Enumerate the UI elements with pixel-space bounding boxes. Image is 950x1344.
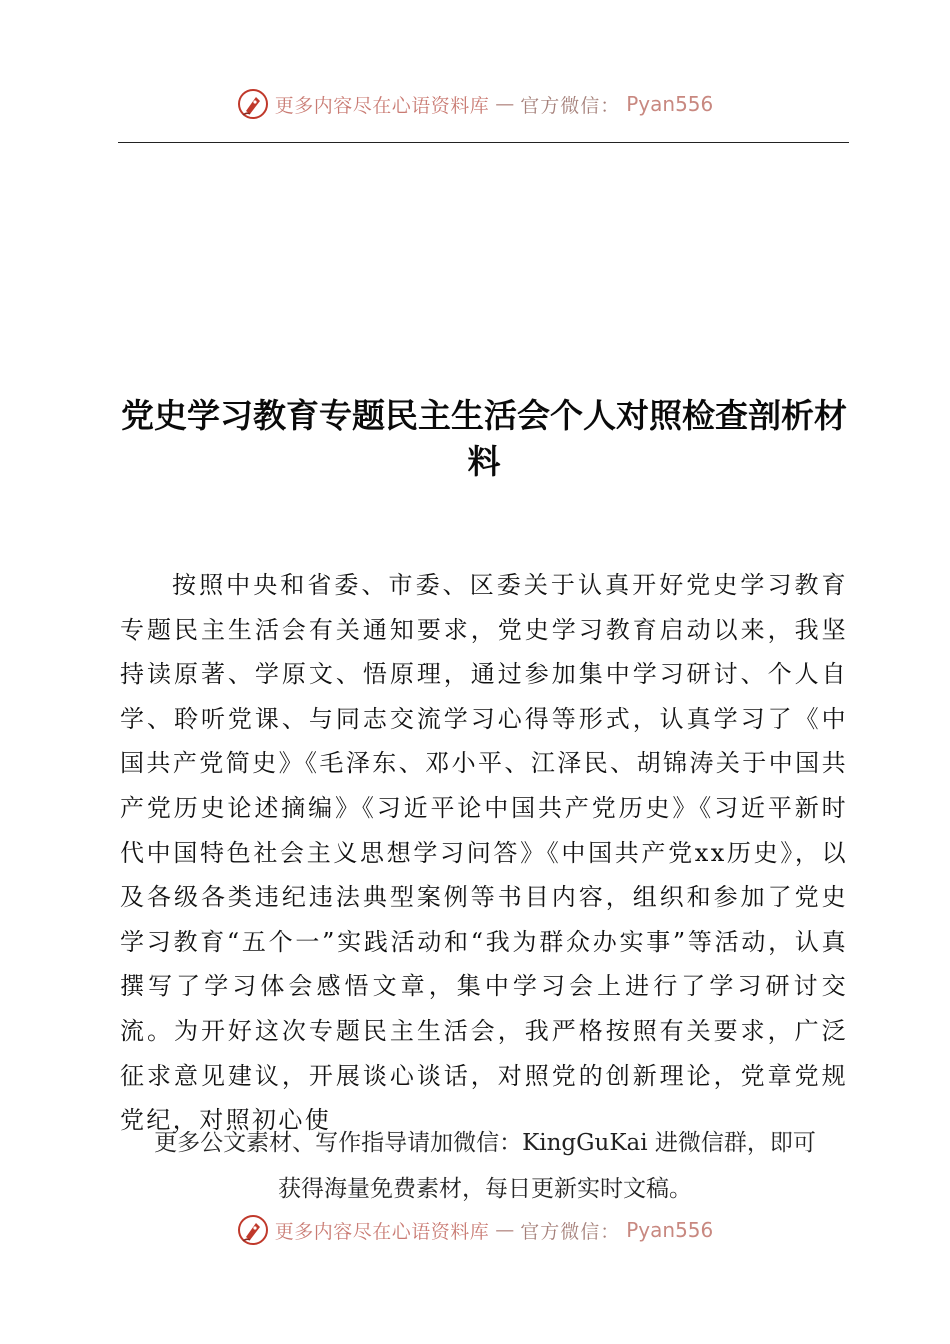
pen-nib-logo-icon [237,1214,269,1246]
header-banner [0,88,950,124]
footer-banner-label: 官方微信： [520,1220,621,1243]
header-divider [118,142,849,143]
footer-banner-dash: — [495,1219,515,1241]
footer-banner-text: 更多内容尽在心语资料库 [274,1220,490,1243]
header-banner-id: Pyan556 [626,92,714,116]
footer-banner [0,1214,950,1250]
header-banner-text: 更多内容尽在心语资料库 [274,94,490,117]
pen-nib-logo-icon [237,88,269,120]
footer-banner-id: Pyan556 [626,1218,714,1242]
promo-block [100,1120,870,1212]
header-banner-dash: — [495,93,515,115]
promo-line-1: 更多公文素材、写作指导请加微信：KingGuKai 进微信群，即可 [154,1130,816,1156]
promo-line-2: 获得海量免费素材，每日更新实时文稿。 [278,1176,692,1202]
header-banner-label: 官方微信： [520,94,621,117]
document-body-paragraph: 按照中央和省委、市委、区委关于认真开好党史学习教育专题民主生活会有关通知要求，党史学习教育启动以来，我坚持读原著、学原文、悟原理，通过参加集中学习研讨、个人自学、聆听党课、与同志交流学习心得等形式，认真学习了《中国共产党简史》《毛泽东、邓小平、江泽民、胡锦涛关于中国共产党历史论述摘编》《习近平论中国共产党历史》《习近平新时代中国特色社会主义思想学习问答》《中国共产党xx历史》，以及各级各类违纪违法典型案例等书目内容，组织和参加了党史学习教育“五个一”实践活动和“我为群众办实事”等活动，认真撰写了学习体会感悟文章，集中学习会上进行了学习研讨交流。为开好这次专题民主生活会，我严格按照有关要求，广泛征求意见建议，开展谈心谈话，对照党的创新理论，党章党规党纪，对照初心使 [120,571,848,1135]
document-title: 党史学习教育专题民主生活会个人对照检查剖析材料 [121,396,847,481]
